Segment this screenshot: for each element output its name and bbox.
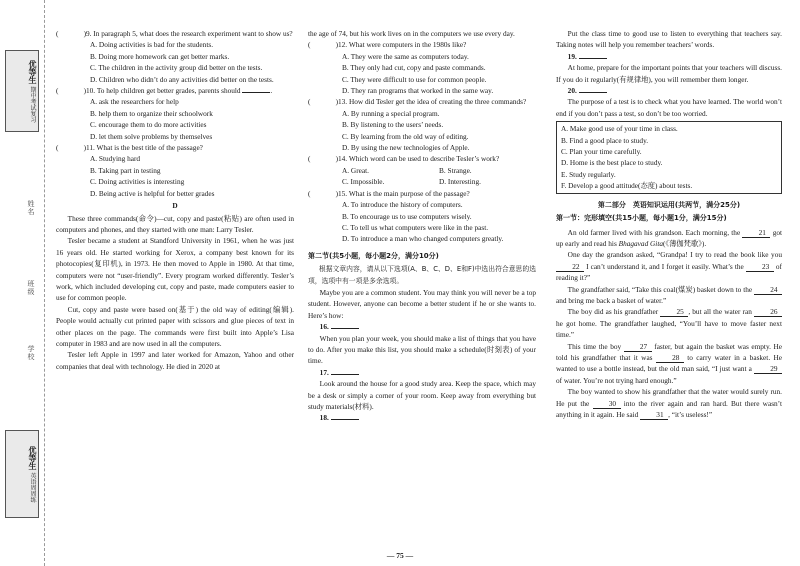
- name-label: 姓名: [27, 200, 35, 216]
- brand-logo-top: [5, 50, 39, 132]
- q13-option-d: D. By using the new technologies of Apple.: [342, 143, 470, 153]
- cloze-para-5: This time the boy 27 faster, but again the basket was empty. He told his grandfather that it was 28 to carry water in a basket. He wanted to use a bottle instead, but the old man said, “I just want a 29 of water. You’re not trying hard enough.”: [556, 341, 782, 385]
- column-2: [308, 28, 536, 542]
- column-3: [556, 28, 782, 542]
- q9-option-a: A. Doing activities is bad for the students.: [90, 40, 214, 50]
- cloze-blank-21[interactable]: 21: [742, 228, 770, 238]
- blank-19: 19.: [556, 51, 782, 62]
- cloze-section-title: 第一节：完形填空(共15小题，每小题1分，满分15分): [556, 214, 727, 223]
- brand-logo-top-sub: 期中考试复习: [29, 86, 36, 123]
- q14-options-row-2: [342, 176, 536, 187]
- question-9: ( ) 9. In paragraph 5, what does the research experiment want to show us?: [56, 29, 293, 38]
- q10-answer-blank[interactable]: [242, 92, 270, 93]
- blank-17: 17.: [308, 367, 536, 378]
- cloze-blank-28[interactable]: 28: [656, 353, 684, 363]
- question-13: ( ) 13. How did Tesler get the idea of creating the three commands?: [308, 97, 527, 107]
- blank-19-input[interactable]: [579, 58, 607, 59]
- cloze-blank-23[interactable]: 23: [746, 262, 774, 272]
- brand-logo-bottom-text: 优等生: [28, 445, 37, 470]
- page-number: — 75 —: [386, 551, 414, 560]
- cloze-para-4: The boy did as his grandfather 25 , but all the water ran 26 he got home. The grandfather laughed, “You’ll have to move faster next time.”: [556, 307, 782, 340]
- option-box-b: B. Find a good place to study.: [561, 135, 649, 145]
- passage-d-para-3: Cut, copy and paste were based on(基于) the old way of editing(编辑). People would actually cut printed paper with scissors and glue pieces of text in other places on the page. The commands were first built into Apple’s Lisa computer in 1983 and are now used in all the computers.: [56, 304, 294, 348]
- q14-option-b: B. Strange.: [439, 165, 472, 175]
- q14-options-row-1: [342, 165, 536, 176]
- q11-option-b: B. Taking part in testing: [90, 165, 161, 175]
- passage-para-20: The purpose of a test is to check what you have learned. The world won’t end if you don’t pass a test, so don’t be too worried.: [556, 97, 782, 118]
- passage-para-18: Put the class time to good use to listen to everything that teachers say. Taking notes will help you remember teachers’ words.: [556, 29, 782, 50]
- passage-d-para-4: Tesler left Apple in 1997 and later worked for Amazon, Yahoo and other companies that deal with technology. He died in 2020 at: [56, 350, 294, 371]
- question-12: ( ) 12. What were computers in the 1980s like?: [308, 40, 467, 50]
- q15-option-a: A. To introduce the history of computers.: [342, 200, 463, 210]
- column-1: [56, 28, 294, 542]
- blank-16-input[interactable]: [331, 328, 359, 329]
- cloze-blank-30[interactable]: 30: [593, 399, 621, 409]
- passage-para-17: Look around the house for a good study area. Keep the space, which may be a desk or simply a corner of your room. Keep away from everything but study materials(材料).: [308, 379, 536, 411]
- option-box-f: F. Develop a good attitude(态度) about tests.: [561, 181, 693, 191]
- q12-option-d: D. They ran programs that worked in the same way.: [342, 86, 494, 96]
- q13-option-a: A. By running a special program.: [342, 108, 440, 118]
- class-label: 班级: [27, 280, 35, 296]
- options-box: [556, 121, 782, 193]
- cloze-blank-27[interactable]: 27: [624, 342, 652, 352]
- cloze-blank-31[interactable]: 31: [640, 410, 668, 420]
- q10-option-c: C. encourage them to do more activities: [90, 120, 207, 130]
- brand-logo-bottom-sub: 英语周周练: [29, 472, 36, 503]
- q12-option-b: B. They only had cut, copy and paste commands.: [342, 63, 486, 73]
- cloze-blank-24[interactable]: 24: [754, 285, 782, 295]
- q9-option-c: C. The children in the activity group did better on the tests.: [90, 63, 263, 73]
- cloze-para-2: One day the grandson asked, “Grandpa! I try to read the book like you 22 I can’t understand it, and I forget it easily. What’s the 23 of reading it?”: [556, 250, 782, 283]
- option-box-e: E. Study regularly.: [561, 169, 616, 179]
- option-box-a: A. Make good use of your time in class.: [561, 124, 678, 134]
- q15-option-c: C. To tell us what computers were like in the past.: [342, 222, 489, 232]
- binding-margin: [0, 0, 45, 566]
- cloze-blank-26[interactable]: 26: [754, 307, 782, 317]
- brand-logo-top-text: 优等生: [28, 59, 37, 84]
- q11-option-a: A. Studying hard: [90, 154, 141, 164]
- q12-option-a: A. They were the same as computers today.: [342, 51, 469, 61]
- q14-option-d: D. Interesting.: [439, 177, 481, 187]
- blank-16: 16.: [308, 321, 536, 332]
- cloze-para-1: An old farmer lived with his grandson. Each morning, the 21 got up early and read his Bhagavad Gita(《薄伽梵歌》).: [556, 227, 782, 248]
- section-2-instructions: 根据文章内容，请从以下选项(A、B、C、D、E和F)中选出符合意思的选项，选项中有一项是多余选项。: [308, 265, 536, 285]
- passage-d-heading: D: [172, 201, 178, 211]
- q10-option-a: A. ask the researchers for help: [90, 97, 179, 107]
- question-10: ( ) 10. To help children get better grades, parents should .: [56, 86, 273, 96]
- cloze-para-3: The grandfather said, “Take this coal(煤炭) basket down to the 24 and bring me back a basket of water.”: [556, 284, 782, 307]
- q10-option-d: D. let them solve problems by themselves: [90, 131, 213, 141]
- passage-d-para-4-cont: the age of 74, but his work lives on in the computers we use every day.: [308, 29, 515, 38]
- section-2-intro: Maybe you are a common student. You may think you will never be a top student. However, anyone can become a better student if he or she wants to. Here’s how:: [308, 287, 536, 320]
- question-11: ( ) 11. What is the best title of the passage?: [56, 143, 203, 153]
- blank-20: 20.: [556, 85, 782, 96]
- brand-logo-bottom: [5, 430, 39, 518]
- cloze-blank-29[interactable]: 29: [754, 364, 782, 374]
- passage-para-19: At home, prepare for the important points that your teachers will discuss. If you do it regularly(有规律地), you will remember them longer.: [556, 63, 782, 84]
- passage-d-para-2: Tesler became a student at Standford University in 1961, when he was just 16 years old. He started working for Xerox, a company best known for its photocopies(复印机), in 1973. He then moved to Apple in 1980. At that time, computers were not “user-friendly”. Every program worked differently. Tesler’s work, which included developing cut, copy and paste, made computers easier to use for common people.: [56, 236, 294, 303]
- q15-option-b: B. To encourage us to use computers wisely.: [342, 211, 472, 221]
- option-box-d: D. Home is the best place to study.: [561, 158, 663, 168]
- q13-option-c: C. By learning from the old way of editing.: [342, 131, 469, 141]
- passage-d-para-1: These three commands(命令)—cut, copy and paste(粘贴) are often used in computers and phones, and they started with one man: Larry Tesler.: [56, 213, 294, 234]
- cloze-blank-22[interactable]: 22: [556, 262, 584, 272]
- school-label: 学校: [27, 345, 35, 361]
- section-2-title: 第二节(共5小题，每小题2分，满分10分): [308, 251, 439, 260]
- q10-option-b: B. help them to organize their schoolwork: [90, 108, 213, 118]
- q13-option-b: B. By listening to the users’ needs.: [342, 120, 444, 130]
- q15-option-d: D. To introduce a man who changed computers greatly.: [342, 234, 504, 244]
- blank-17-input[interactable]: [331, 374, 359, 375]
- part-2-title: 第二部分 英语知识运用(共两节，满分25分): [597, 200, 741, 209]
- cloze-blank-25[interactable]: 25: [660, 307, 688, 317]
- question-14: ( ) 14. Which word can be used to describe Tesler’s work?: [308, 154, 500, 164]
- q9-option-b: B. Doing more homework can get better marks.: [90, 51, 230, 61]
- q14-option-a: A. Great.: [342, 165, 369, 175]
- q9-option-d: D. Children who didn’t do any activities did better on the tests.: [90, 74, 274, 84]
- question-15: ( ) 15. What is the main purpose of the passage?: [308, 188, 470, 198]
- cloze-para-6: The boy wanted to show his grandfather that the water would surely run. He put the 30 into the river again and ran hard. But there wasn’t anything in it again. He said 31 , “it’s useless!”: [556, 387, 782, 419]
- q11-option-d: D. Being active is helpful for better grades: [90, 188, 215, 198]
- q11-option-c: C. Doing activities is interesting: [90, 177, 185, 187]
- option-box-c: C. Plan your time carefully.: [561, 147, 642, 157]
- passage-para-16: When you plan your week, you should make a list of things that you have to do. After you make this list, you should make a schedule(时刻表) of your time.: [308, 333, 536, 366]
- q12-option-c: C. They were difficult to use for common people.: [342, 74, 487, 84]
- blank-18-input[interactable]: [331, 419, 359, 420]
- blank-18: 18.: [308, 412, 536, 423]
- blank-20-input[interactable]: [579, 92, 607, 93]
- q14-option-c: C. Impossible.: [342, 177, 385, 187]
